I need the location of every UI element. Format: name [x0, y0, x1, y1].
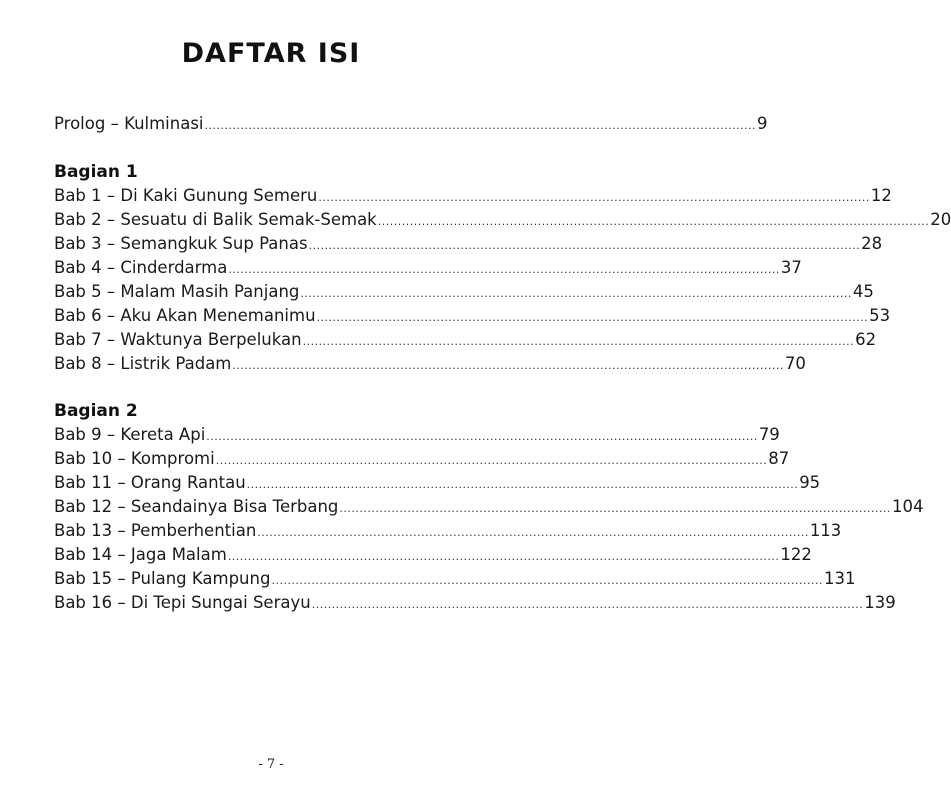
toc-entry-label: Bab 13 – Pemberhentian [54, 521, 257, 540]
toc-entry[interactable] [54, 567, 856, 591]
toc-entry[interactable] [54, 208, 951, 232]
toc-entry[interactable] [54, 447, 790, 471]
toc-entry-page: 62 [855, 330, 877, 349]
toc-entry-label: Bab 6 – Aku Akan Menemanimu [54, 306, 316, 325]
dot-leader: .......................................................................................................................................... [257, 526, 809, 539]
dot-leader: .......................................................................................................................................... [339, 502, 891, 515]
toc-entry-label: Bab 5 – Malam Masih Panjang [54, 282, 300, 301]
toc-entry-page: 131 [823, 569, 856, 588]
toc-entry-label: Bab 9 – Kereta Api [54, 425, 206, 444]
toc-entry[interactable] [54, 519, 842, 543]
toc-entry-label: Bab 8 – Listrik Padam [54, 354, 232, 373]
toc-entry[interactable] [54, 280, 874, 304]
toc-entry-label: Bab 2 – Sesuatu di Balik Semak-Semak [54, 210, 377, 229]
table-of-contents [54, 112, 951, 615]
toc-entry-page: 9 [757, 114, 768, 133]
toc-entry-label: Bab 3 – Semangkuk Sup Panas [54, 234, 308, 253]
section-title-bagian-1: Bagian 1 [54, 162, 138, 182]
dot-leader: .......................................................................................................................................... [311, 598, 864, 611]
toc-entry[interactable] [54, 256, 802, 280]
toc-entry-label: Bab 15 – Pulang Kampung [54, 569, 271, 588]
section-entries-bagian-1 [54, 184, 951, 376]
dot-leader: .......................................................................................................................................... [316, 311, 869, 324]
toc-entry[interactable] [54, 543, 812, 567]
dot-leader: .......................................................................................................................................... [204, 119, 757, 132]
dot-leader: .......................................................................................................................................... [302, 335, 855, 348]
section-entries-bagian-2 [54, 423, 924, 615]
dot-leader: .......................................................................................................................................... [215, 454, 768, 467]
toc-entry[interactable] [54, 232, 883, 256]
toc-entry[interactable] [54, 328, 877, 352]
dot-leader: .......................................................................................................................................... [271, 574, 823, 587]
toc-entry-prolog[interactable] [54, 112, 768, 136]
toc-entry[interactable] [54, 352, 806, 376]
dot-leader: .......................................................................................................................................... [206, 430, 758, 443]
dot-leader: .......................................................................................................................................... [318, 191, 870, 204]
toc-entry[interactable] [54, 495, 924, 519]
dot-leader: .......................................................................................................................................... [308, 239, 861, 252]
toc-entry-label: Bab 11 – Orang Rantau [54, 473, 246, 492]
toc-entry-label: Bab 1 – Di Kaki Gunung Semeru [54, 186, 318, 205]
toc-entry-page: 53 [869, 306, 891, 325]
toc-entry[interactable] [54, 423, 780, 447]
toc-entry-label: Bab 7 – Waktunya Berpelukan [54, 330, 302, 349]
toc-entry-page: 12 [870, 186, 892, 205]
toc-entry-label: Bab 10 – Kompromi [54, 449, 215, 468]
toc-entry-label: Bab 16 – Di Tepi Sungai Serayu [54, 593, 311, 612]
toc-entry-label: Bab 14 – Jaga Malam [54, 545, 227, 564]
page-title: DAFTAR ISI [181, 38, 361, 69]
toc-entry-page: 113 [809, 521, 842, 540]
page-number: - 7 - [258, 757, 284, 772]
toc-entry-label: Prolog – Kulminasi [54, 114, 204, 133]
toc-entry-label: Bab 4 – Cinderdarma [54, 258, 228, 277]
dot-leader: .......................................................................................................................................... [246, 478, 799, 491]
toc-entry[interactable] [54, 591, 896, 615]
toc-entry-page: 37 [780, 258, 802, 277]
toc-entry-page: 20 [930, 210, 951, 229]
toc-entry-label: Bab 12 – Seandainya Bisa Terbang [54, 497, 339, 516]
toc-entry[interactable] [54, 304, 891, 328]
toc-entry-page: 79 [758, 425, 780, 444]
toc-entry-page: 28 [861, 234, 883, 253]
toc-entry-page: 122 [780, 545, 812, 564]
toc-entry-page: 87 [768, 449, 790, 468]
dot-leader: .......................................................................................................................................... [232, 359, 784, 372]
toc-entry-page: 70 [784, 354, 806, 373]
toc-entry-page: 95 [799, 473, 821, 492]
dot-leader: .......................................................................................................................................... [227, 550, 780, 563]
dot-leader: .......................................................................................................................................... [377, 215, 930, 228]
section-title-bagian-2: Bagian 2 [54, 401, 138, 421]
toc-entry[interactable] [54, 184, 892, 208]
toc-entry-page: 139 [864, 593, 896, 612]
toc-entry[interactable] [54, 471, 821, 495]
dot-leader: .......................................................................................................................................... [228, 263, 780, 276]
toc-entry-page: 45 [852, 282, 874, 301]
dot-leader: .......................................................................................................................................... [300, 287, 852, 300]
toc-entry-page: 104 [891, 497, 924, 516]
